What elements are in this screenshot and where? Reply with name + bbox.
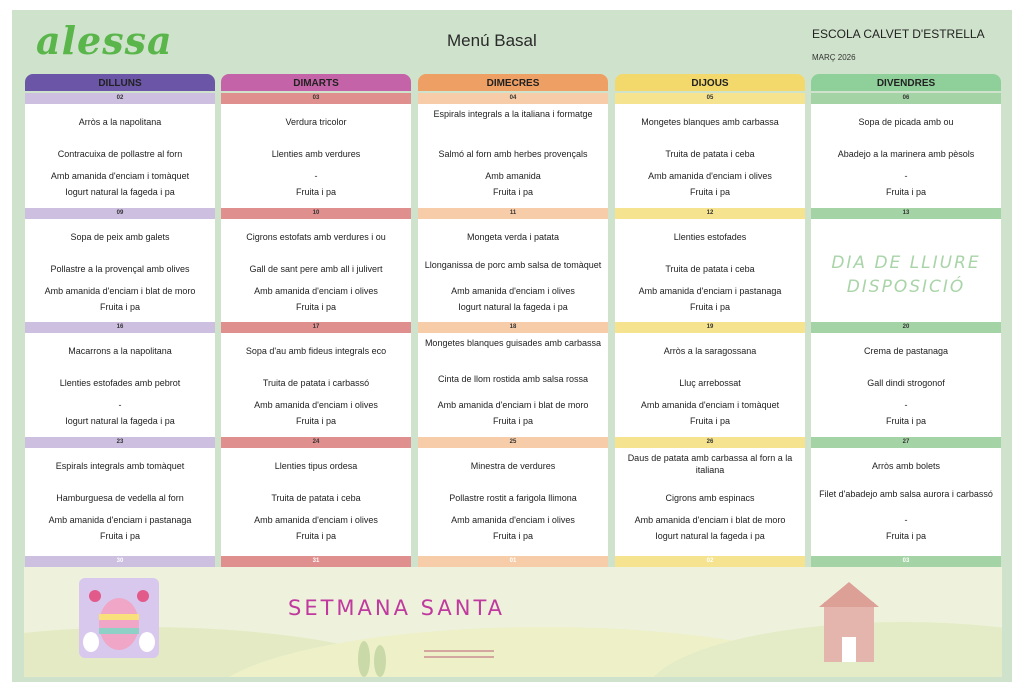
second-course: Truita de patata i carbassó [262,378,370,388]
first-course: Sopa de picada amb ou [858,117,954,127]
side-dish: - [118,400,122,410]
menu-day-cell [418,219,608,323]
day-number: 03 [811,556,1001,567]
first-course: Sopa d'au amb fideus integrals eco [245,346,387,356]
dessert: Fruita i pa [689,416,731,426]
first-course: Minestra de verdures [470,461,556,471]
second-course: Truita de patata i ceba [665,149,755,159]
side-dish: - [314,171,318,181]
second-course: Contracuixa de pollastre al forn [57,149,183,159]
first-course: Mongeta verda i patata [466,232,560,242]
first-course: Arròs a la napolitana [78,117,162,127]
side-dish: - [904,400,908,410]
day-header-dilluns: DILLUNS [25,74,215,91]
first-course: Mongetes blanques guisades amb carbassa [424,338,602,348]
menu-day-cell [25,448,215,560]
first-course: Arròs a la saragossana [663,346,757,356]
second-course: Pollastre rostit a farigola llimona [449,493,577,503]
side-dish: Amb amanida d'enciam i olives [451,286,575,296]
first-course: Mongetes blanques amb carbassa [641,117,779,127]
second-course: Truita de patata i ceba [665,264,755,274]
page-title: Menú Basal [447,31,537,50]
first-course: Daus de patata amb carbassa al forn a la italiana [627,453,793,475]
second-course: Truita de patata i ceba [271,493,361,503]
month-label: MARÇ 2026 [812,53,856,62]
day-number: 26 [615,437,805,448]
day-number: 17 [221,322,411,333]
dessert: Fruita i pa [295,416,337,426]
day-header-divendres: DIVENDRES [811,74,1001,91]
day-number: 01 [418,556,608,567]
menu-day-cell [221,448,411,560]
brand-logo: alessa [36,18,173,63]
dessert: Fruita i pa [885,531,927,541]
second-course: Llenties amb verdures [271,149,361,159]
first-course: Crema de pastanaga [863,346,949,356]
first-course: Arròs amb bolets [871,461,941,471]
menu-day-cell [25,104,215,208]
day-header-dimarts: DIMARTS [221,74,411,91]
day-number: 02 [25,93,215,104]
menu-day-cell [221,333,411,437]
menu-day-cell [615,219,805,323]
side-dish: Amb amanida d'enciam i blat de moro [44,286,196,296]
second-course: Llenties estofades amb pebrot [59,378,181,388]
second-course: Cigrons amb espinacs [665,493,755,503]
menu-day-cell [615,104,805,208]
day-number: 31 [221,556,411,567]
menu-day-cell [25,333,215,437]
dessert: Fruita i pa [99,302,141,312]
dessert: Fruita i pa [689,302,731,312]
second-course: Cinta de llom rostida amb salsa rossa [437,374,589,384]
dessert: Fruita i pa [492,416,534,426]
day-number: 02 [615,556,805,567]
day-number: 06 [811,93,1001,104]
menu-day-cell [418,333,608,437]
first-course: Espirals integrals amb tomàquet [55,461,185,471]
side-dish: - [904,171,908,181]
side-dish: Amb amanida d'enciam i blat de moro [634,515,786,525]
day-number: 24 [221,437,411,448]
dessert: Fruita i pa [492,531,534,541]
day-header-dijous: DIJOUS [615,74,805,91]
day-number: 13 [811,208,1001,219]
holiday-label: SETMANA SANTA [288,596,506,620]
dessert: Fruita i pa [885,416,927,426]
day-number: 12 [615,208,805,219]
day-number: 27 [811,437,1001,448]
side-dish: Amb amanida d'enciam i olives [648,171,772,181]
second-course: Salmó al forn amb herbes provençals [438,149,588,159]
dessert: Iogurt natural la fageda i pa [458,302,568,312]
dessert: Fruita i pa [689,187,731,197]
dessert: Fruita i pa [99,531,141,541]
menu-day-cell [811,104,1001,208]
second-course: Filet d'abadejo amb salsa aurora i carbassó [819,489,993,499]
day-number: 11 [418,208,608,219]
dessert: Fruita i pa [492,187,534,197]
menu-day-cell [418,448,608,560]
side-dish: Amb amanida [485,171,541,181]
dessert: Fruita i pa [295,187,337,197]
dessert: Iogurt natural la fageda i pa [655,531,765,541]
day-number: 20 [811,322,1001,333]
first-course: Sopa de peix amb galets [70,232,170,242]
day-number: 18 [418,322,608,333]
side-dish: Amb amanida d'enciam i blat de moro [437,400,589,410]
free-day-label: DIA DE LLIURE DISPOSICIÓ [831,253,981,297]
day-number: 30 [25,556,215,567]
side-dish: Amb amanida d'enciam i pastanaga [638,286,782,296]
side-dish: Amb amanida d'enciam i olives [254,400,378,410]
side-dish: Amb amanida d'enciam i olives [254,515,378,525]
easter-egg-illustration [79,578,159,658]
menu-day-cell [811,448,1001,560]
second-course: Hamburguesa de vedella al forn [56,493,184,503]
first-course: Cigrons estofats amb verdures i ou [246,232,386,242]
school-name: ESCOLA CALVET D'ESTRELLA [812,27,985,41]
day-number: 16 [25,322,215,333]
side-dish: - [904,515,908,525]
day-number: 03 [221,93,411,104]
side-dish: Amb amanida d'enciam i tomàquet [50,171,190,181]
day-number: 09 [25,208,215,219]
day-number: 23 [25,437,215,448]
menu-day-cell [811,219,1001,323]
dessert: Fruita i pa [295,302,337,312]
day-number: 25 [418,437,608,448]
farm-landscape-illustration [24,567,1002,677]
menu-day-cell [615,448,805,560]
side-dish: Amb amanida d'enciam i olives [451,515,575,525]
dessert: Fruita i pa [885,187,927,197]
second-course: Abadejo a la marinera amb pèsols [837,149,975,159]
day-number: 05 [615,93,805,104]
second-course: Gall de sant pere amb all i julivert [249,264,383,274]
dessert: Fruita i pa [295,531,337,541]
day-number: 19 [615,322,805,333]
second-course: Gall dindi strogonof [867,378,945,388]
day-header-dimecres: DIMECRES [418,74,608,91]
day-number: 10 [221,208,411,219]
first-course: Llenties tipus ordesa [274,461,358,471]
menu-day-cell [25,219,215,323]
second-course: Llonganissa de porc amb salsa de tomàquet [424,260,602,270]
side-dish: Amb amanida d'enciam i pastanaga [48,515,192,525]
easter-egg-icon [79,578,159,658]
dessert: Iogurt natural la fageda i pa [65,187,175,197]
dessert: Iogurt natural la fageda i pa [65,416,175,426]
second-course: Lluç arrebossat [679,378,741,388]
menu-day-cell [418,104,608,208]
second-course: Pollastre a la provençal amb olives [50,264,190,274]
menu-day-cell [221,219,411,323]
side-dish: Amb amanida d'enciam i tomàquet [640,400,780,410]
side-dish: Amb amanida d'enciam i olives [254,286,378,296]
first-course: Espirals integrals a la italiana i formatge [433,109,593,119]
holiday-band [24,567,1002,677]
menu-day-cell [615,333,805,437]
first-course: Llenties estofades [673,232,747,242]
day-number: 04 [418,93,608,104]
menu-day-cell [221,104,411,208]
menu-day-cell [811,333,1001,437]
first-course: Verdura tricolor [285,117,347,127]
first-course: Macarrons a la napolitana [68,346,172,356]
